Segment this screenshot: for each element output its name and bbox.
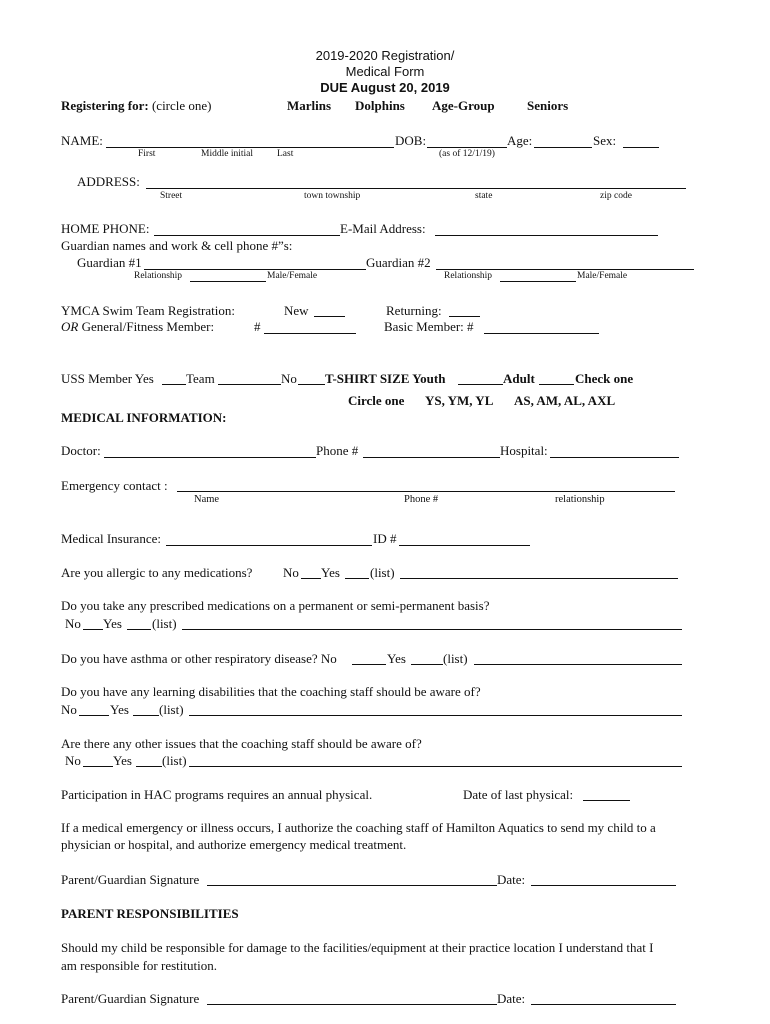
ymca-label: YMCA Swim Team Registration: <box>61 303 235 318</box>
parent-signature-field[interactable] <box>207 1004 497 1005</box>
parent-text-line1: Should my child be responsible for damage to the facilities/equipment at their practice location I understand that I <box>61 940 654 955</box>
uss-no-label: No <box>281 371 297 386</box>
asof-caption: (as of 12/1/19) <box>439 149 495 159</box>
guardian1-label: Guardian #1 <box>77 255 142 270</box>
member-hash: # <box>254 319 261 334</box>
g1-relationship-caption: Relationship <box>134 271 183 281</box>
emergency-name-caption: Name <box>194 494 220 505</box>
asthma-list-field[interactable] <box>474 664 682 665</box>
hospital-label: Hospital: <box>500 443 548 458</box>
allergic-question: Are you allergic to any medications? <box>61 565 253 580</box>
doctor-label: Doctor: <box>61 443 101 458</box>
guardian2-label: Guardian #2 <box>366 255 431 270</box>
learning-no-label: No <box>61 702 77 717</box>
parent-date-label: Date: <box>497 991 526 1006</box>
emergency-phone-caption: Phone # <box>404 494 439 505</box>
general-member-text: General/Fitness Member: <box>81 319 215 334</box>
learning-yes-field[interactable] <box>133 715 159 716</box>
youth-size-field[interactable] <box>458 384 503 385</box>
form-title-line1: 2019-2020 Registration/ <box>315 48 455 63</box>
basic-member-label: Basic Member: # <box>384 319 474 334</box>
physical-text: Participation in HAC programs requires an annual physical. <box>61 787 373 802</box>
zip-caption: zip code <box>600 191 632 201</box>
adult-size-field[interactable] <box>539 384 574 385</box>
uss-no-field[interactable] <box>298 384 325 385</box>
doctor-field[interactable] <box>104 457 316 458</box>
other-question: Are there any other issues that the coaching staff should be aware of? <box>61 736 422 751</box>
guardian1-field[interactable] <box>144 269 366 270</box>
name-field[interactable] <box>106 147 394 148</box>
emergency-relationship-caption: relationship <box>555 494 605 505</box>
date-physical-label: Date of last physical: <box>463 787 574 802</box>
insurance-id-field[interactable] <box>399 545 530 546</box>
allergic-yes-label: Yes <box>321 565 340 580</box>
adult-sizes[interactable]: AS, AM, AL, AXL <box>514 393 616 408</box>
street-caption: Street <box>160 191 183 201</box>
asthma-list-label: (list) <box>443 651 468 666</box>
insurance-label: Medical Insurance: <box>61 531 161 546</box>
allergic-no-label: No <box>283 565 299 580</box>
g2-relationship-line[interactable] <box>500 281 576 282</box>
town-caption: town township <box>304 191 361 201</box>
other-no-label: No <box>65 753 81 768</box>
allergic-list-field[interactable] <box>400 578 678 579</box>
uss-yes-field[interactable] <box>162 384 186 385</box>
g1-male-female-caption: Male/Female <box>267 271 318 281</box>
prescribed-list-label: (list) <box>152 616 177 631</box>
allergic-yes-field[interactable] <box>345 578 369 579</box>
basic-member-field[interactable] <box>484 333 599 334</box>
authorize-text-line1: If a medical emergency or illness occurs, I authorize the coaching staff of Hamilton Aquatics to send my child to a <box>61 820 656 835</box>
medical-signature-field[interactable] <box>207 885 497 886</box>
age-field[interactable] <box>534 147 592 148</box>
g2-male-female-caption: Male/Female <box>577 271 628 281</box>
registering-hint: (circle one) <box>151 98 212 113</box>
guardian2-field[interactable] <box>436 269 694 270</box>
insurance-field[interactable] <box>166 545 372 546</box>
home-phone-field[interactable] <box>154 235 340 236</box>
asthma-no-field[interactable] <box>352 664 386 665</box>
prescribed-no-label: No <box>65 616 81 631</box>
first-caption: First <box>138 149 156 159</box>
parent-text-line2: am responsible for restitution. <box>61 958 217 973</box>
last-caption: Last <box>277 149 294 159</box>
team-label: Team <box>186 371 215 386</box>
new-label: New <box>284 303 309 318</box>
emergency-label: Emergency contact : <box>61 478 168 493</box>
email-field[interactable] <box>435 235 658 236</box>
age-label: Age: <box>507 133 533 148</box>
new-field[interactable] <box>314 316 345 317</box>
option-age-group[interactable]: Age-Group <box>432 98 495 113</box>
option-marlins[interactable]: Marlins <box>287 98 332 113</box>
sex-label: Sex: <box>593 133 617 148</box>
uss-member-label: USS Member Yes <box>61 371 154 386</box>
email-label: E-Mail Address: <box>340 221 426 236</box>
home-phone-label: HOME PHONE: <box>61 221 150 236</box>
medical-date-field[interactable] <box>531 885 676 886</box>
returning-label: Returning: <box>386 303 442 318</box>
insurance-id-label: ID # <box>373 531 397 546</box>
member-number-field[interactable] <box>264 333 356 334</box>
learning-list-field[interactable] <box>189 715 682 716</box>
prescribed-question: Do you take any prescribed medications on a permanent or semi-permanent basis? <box>61 598 490 613</box>
g2-relationship-caption: Relationship <box>444 271 493 281</box>
dob-label: DOB: <box>395 133 427 148</box>
medical-heading: MEDICAL INFORMATION: <box>61 410 227 425</box>
adult-label: Adult <box>503 371 535 386</box>
address-label: ADDRESS: <box>77 174 140 189</box>
dob-field[interactable] <box>427 147 507 148</box>
parent-date-field[interactable] <box>531 1004 676 1005</box>
g1-relationship-line[interactable] <box>190 281 266 282</box>
asthma-question: Do you have asthma or other respiratory disease? No <box>61 651 337 666</box>
form-title-line2: Medical Form <box>345 64 425 79</box>
name-label: NAME: <box>61 133 103 148</box>
medical-date-label: Date: <box>497 872 526 887</box>
returning-field[interactable] <box>449 316 480 317</box>
parent-signature-label: Parent/Guardian Signature <box>61 991 200 1006</box>
asthma-yes-label: Yes <box>387 651 406 666</box>
allergic-no-field[interactable] <box>301 578 321 579</box>
asthma-yes-field[interactable] <box>411 664 443 665</box>
guardian-note: Guardian names and work & cell phone #”s: <box>61 238 293 253</box>
middle-caption: Middle initial <box>201 149 253 159</box>
doctor-phone-label: Phone # <box>316 443 359 458</box>
learning-question: Do you have any learning disabilities that the coaching staff should be aware of? <box>61 684 481 699</box>
authorize-text-line2: physician or hospital, and authorize emergency medical treatment. <box>61 837 407 852</box>
due-date: DUE August 20, 2019 <box>320 80 450 95</box>
address-field[interactable] <box>146 188 686 189</box>
or-text: OR <box>61 319 79 334</box>
doctor-phone-field[interactable] <box>363 457 500 458</box>
other-yes-label: Yes <box>113 753 132 768</box>
sex-field[interactable] <box>623 147 659 148</box>
emergency-field[interactable] <box>177 491 675 492</box>
allergic-list-label: (list) <box>370 565 395 580</box>
medical-signature-label: Parent/Guardian Signature <box>61 872 200 887</box>
check-one-label: Check one <box>575 371 634 386</box>
learning-list-label: (list) <box>159 702 184 717</box>
circle-one-label: Circle one <box>348 393 405 408</box>
state-caption: state <box>475 191 493 201</box>
option-dolphins[interactable]: Dolphins <box>355 98 405 113</box>
general-member-label <box>61 319 214 335</box>
learning-no-field[interactable] <box>79 715 109 716</box>
other-list-field[interactable] <box>189 766 682 767</box>
registering-label: Registering for: (circle one) <box>61 98 212 113</box>
other-no-field[interactable] <box>83 766 113 767</box>
hospital-field[interactable] <box>550 457 679 458</box>
parent-heading: PARENT RESPONSIBILITIES <box>61 906 239 921</box>
prescribed-list-field[interactable] <box>182 629 682 630</box>
team-field[interactable] <box>218 384 281 385</box>
learning-yes-label: Yes <box>110 702 129 717</box>
option-seniors[interactable]: Seniors <box>527 98 569 113</box>
youth-sizes[interactable]: YS, YM, YL <box>425 393 494 408</box>
prescribed-no-field[interactable] <box>83 629 103 630</box>
prescribed-yes-label: Yes <box>103 616 122 631</box>
prescribed-yes-field[interactable] <box>127 629 151 630</box>
tshirt-youth-label: T-SHIRT SIZE Youth <box>325 371 446 386</box>
other-list-label: (list) <box>162 753 187 768</box>
other-yes-field[interactable] <box>136 766 162 767</box>
date-physical-field[interactable] <box>583 800 630 801</box>
